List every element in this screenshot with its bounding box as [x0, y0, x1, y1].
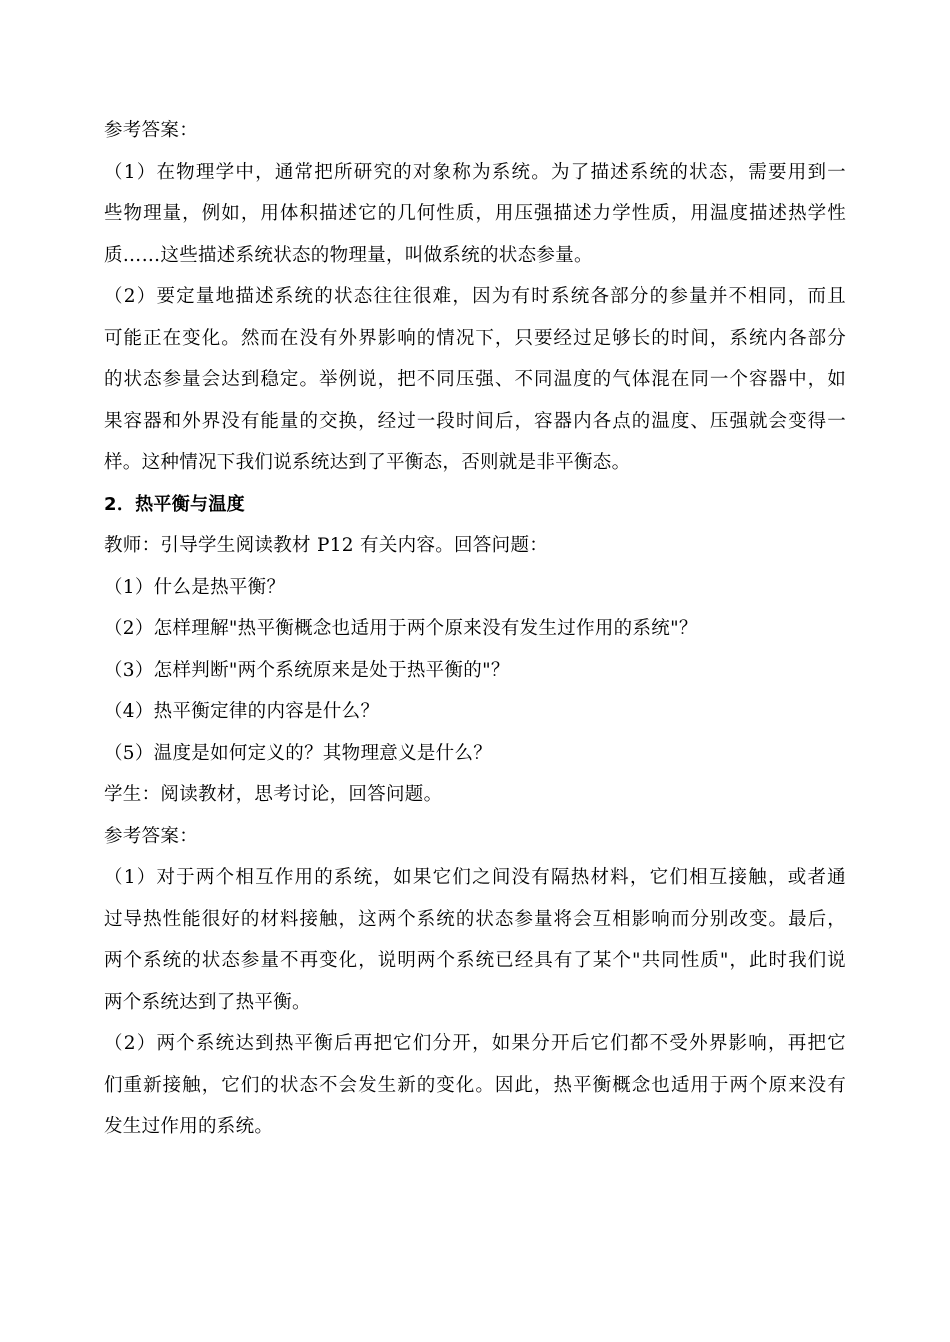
paragraph-thermal-equilibrium	[104, 857, 846, 1023]
text-line: 两个系统的状态参量不再变化，说明两个系统已经具有了某个"共同性质"，此时我们说	[104, 950, 846, 971]
text-line: 果容器和外界没有能量的交换，经过一段时间后，容器内各点的温度、压强就会变得一	[104, 410, 846, 432]
text-line: （2）要定量地描述系统的状态往往很难，因为有时系统各部分的参量并不相同，而且	[104, 286, 846, 307]
text-line: （1）对于两个相互作用的系统，如果它们之间没有隔热材料，它们相互接触，或者通	[104, 867, 846, 888]
paragraph-separate-systems	[104, 1023, 846, 1148]
text-line: 样。这种情况下我们说系统达到了平衡态，否则就是非平衡态。	[104, 452, 631, 473]
question-item: （4）热平衡定律的内容是什么？	[104, 701, 380, 722]
text-line: 发生过作用的系统。	[104, 1116, 274, 1137]
text-line: 们重新接触，它们的状态不会发生新的变化。因此，热平衡概念也适用于两个原来没有	[104, 1074, 846, 1096]
section-heading: 2．热平衡与温度	[104, 493, 245, 515]
text-line: （2）两个系统达到热平衡后再把它们分开，如果分开后它们都不受外界影响，再把它	[104, 1033, 846, 1054]
paragraph-equilibrium	[104, 276, 846, 484]
paragraph-state-parameters	[104, 152, 846, 277]
document-body	[104, 110, 846, 1148]
text-line: 些物理量，例如，用体积描述它的几何性质，用压强描述力学性质，用温度描述热学性	[104, 203, 846, 224]
student-activity: 学生：阅读教材，思考讨论，回答问题。	[104, 784, 443, 805]
text-line: 两个系统达到了热平衡。	[104, 991, 311, 1013]
text-line: 过导热性能很好的材料接触，这两个系统的状态参量将会互相影响而分别改变。最后，	[104, 908, 846, 930]
question-item: （1）什么是热平衡？	[104, 576, 286, 598]
answer-label: 参考答案：	[104, 825, 199, 847]
text-line: 质……这些描述系统状态的物理量，叫做系统的状态参量。	[104, 244, 593, 266]
question-list	[104, 567, 846, 775]
teacher-instruction: 教师：引导学生阅读教材 P12 有关内容。回答问题：	[104, 535, 549, 556]
text-line: 的状态参量会达到稳定。举例说，把不同压强、不同温度的气体混在同一个容器中，如	[104, 369, 846, 390]
text-line: （1）在物理学中，通常把所研究的对象称为系统。为了描述系统的状态，需要用到一	[104, 161, 846, 183]
question-item: （5）温度是如何定义的？其物理意义是什么？	[104, 742, 493, 764]
text-line: 可能正在变化。然而在没有外界影响的情况下，只要经过足够长的时间，系统内各部分	[104, 327, 846, 349]
question-item: （3）怎样判断"两个系统原来是处于热平衡的"？	[104, 659, 510, 681]
answer-label: 参考答案：	[104, 120, 199, 141]
question-item: （2）怎样理解"热平衡概念也适用于两个原来没有发生过作用的系统"？	[104, 618, 698, 639]
